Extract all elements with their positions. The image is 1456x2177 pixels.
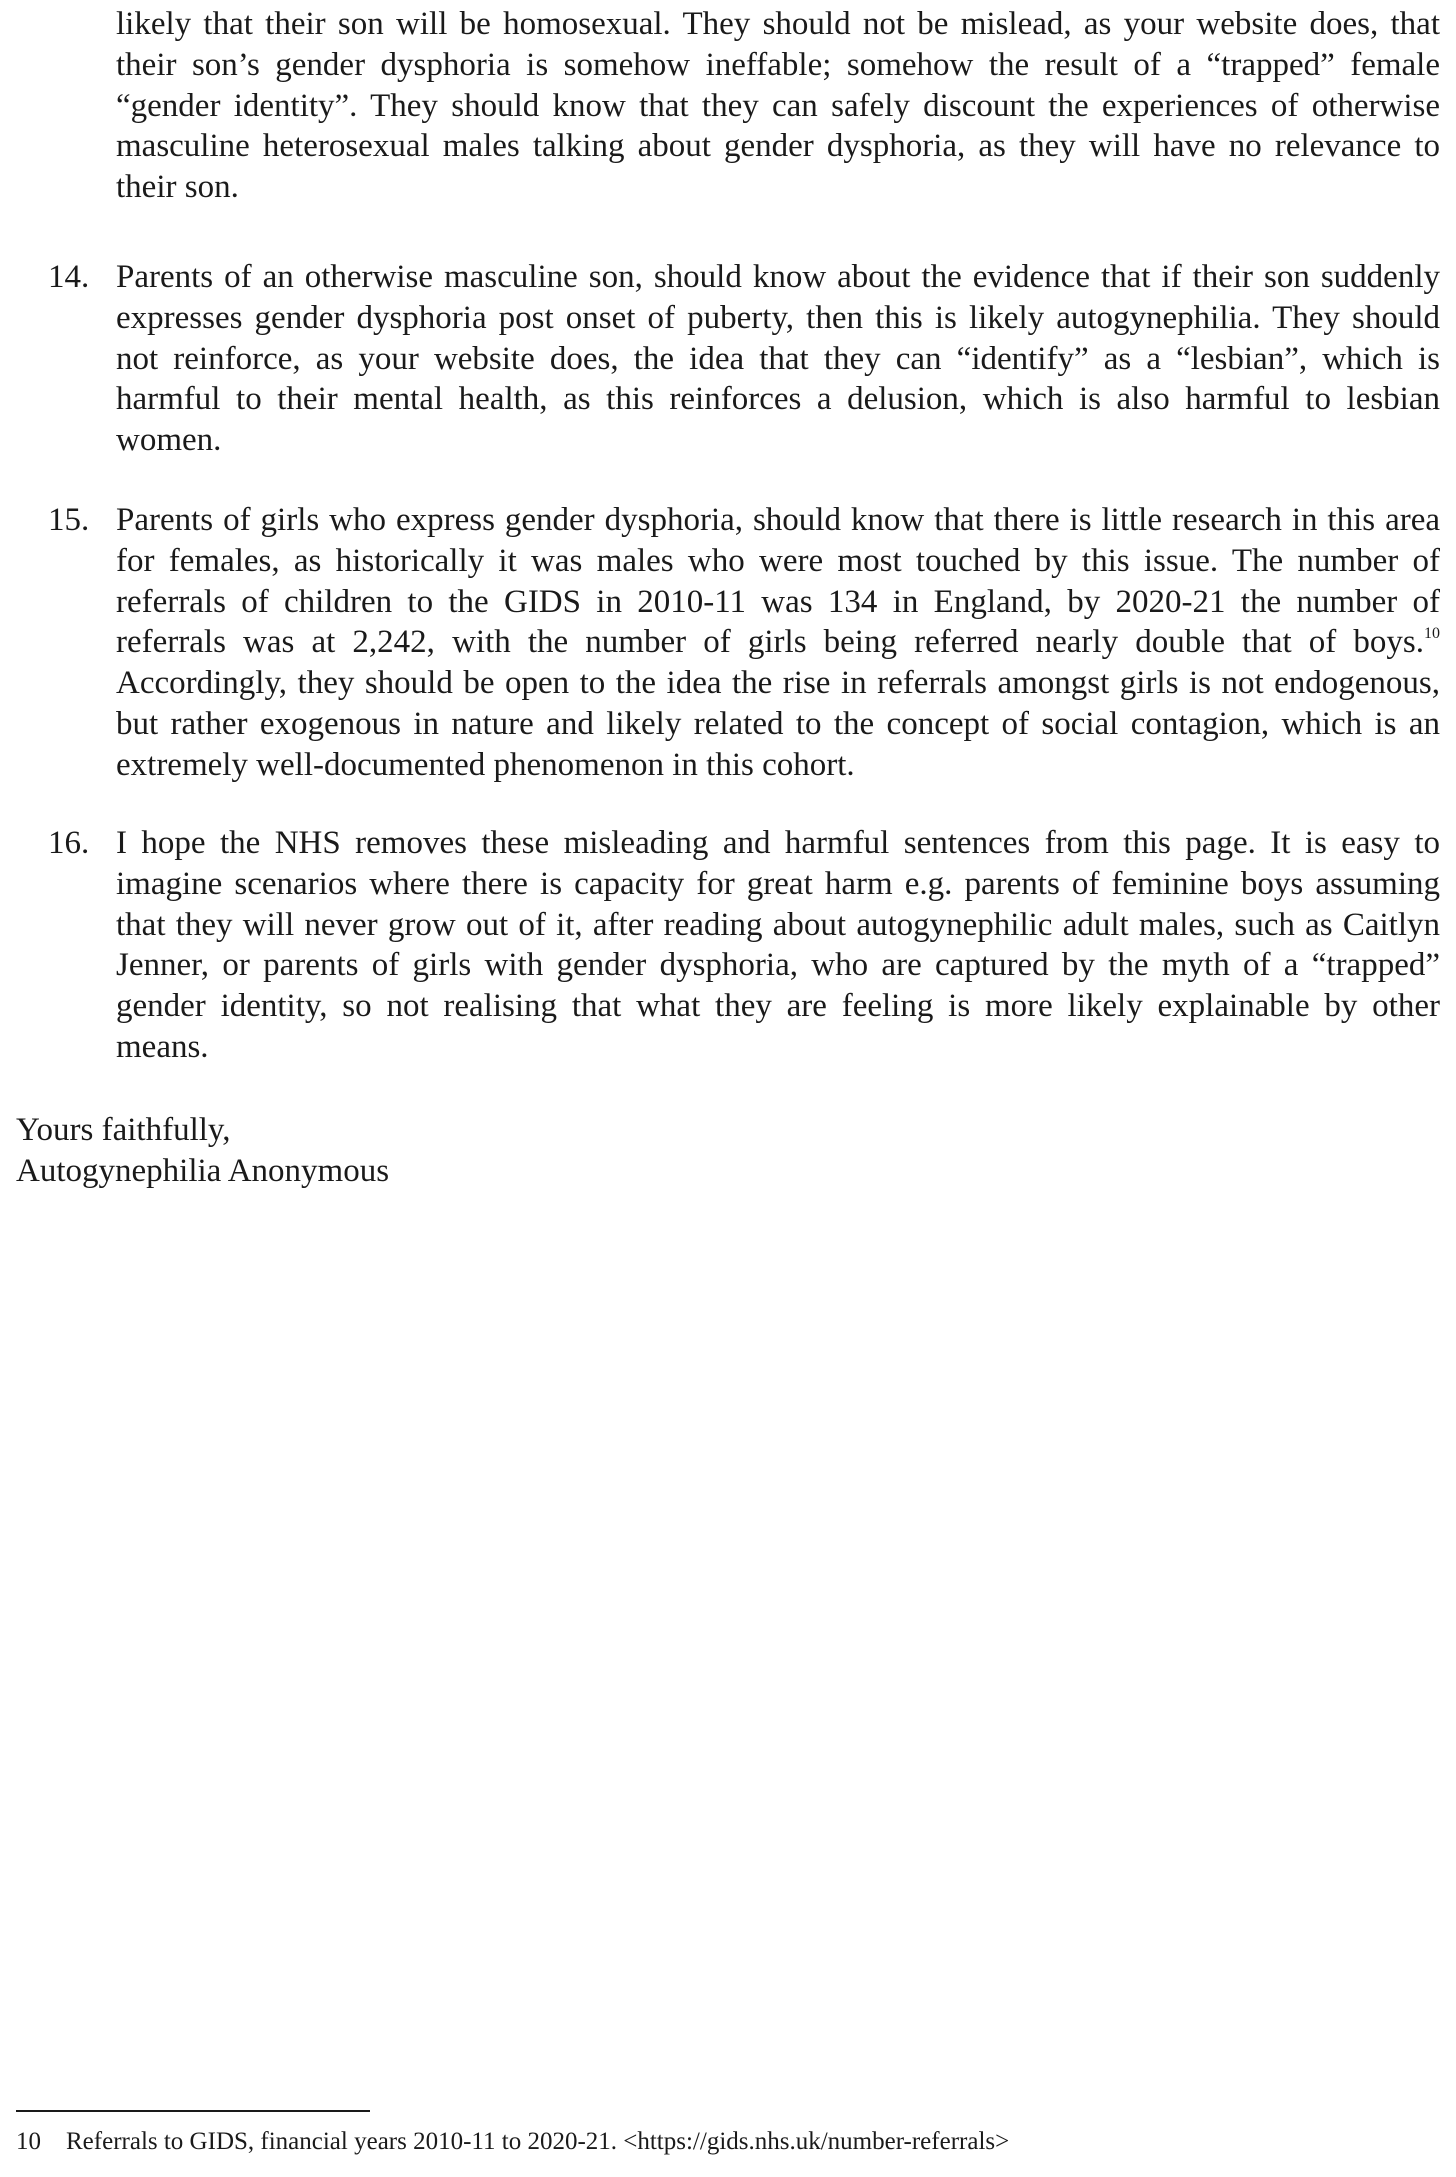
item-text-part: Accordingly, they should be open to the idea the rise in referrals amongst girls is not endogenous, but rather exogenous in nature and likely related to the concept of social contagion, which is an extremely well-documented phenomenon in this cohort.	[116, 665, 1440, 783]
item-number: 16.	[48, 825, 90, 861]
footnote	[16, 2126, 1009, 2158]
item-number: 15.	[48, 502, 90, 538]
item-text: I hope the NHS removes these misleading and harmful sentences from this page. It is easy to imagine scenarios where there is capacity for great harm e.g. parents of feminine boys assuming that they will never grow out of it, after reading about autogynephilic adult males, such as Caitlyn Jenner, or parents of girls with gender dysphoria, who are captured by the myth of a “trapped” gender identity, so not realising that what they are feeling is more likely explainable by other means.	[116, 825, 1440, 1065]
continuation-paragraph: likely that their son will be homosexual. They should not be mislead, as your website does, that their son’s gender dysphoria is somehow ineffable; somehow the result of a “trapped” female “gender identity”. They should know that they can safely discount the experiences of otherwise masculine heterosexual males talking about gender dysphoria, as they will have no relevance to their son.	[116, 6, 1440, 206]
closing-signature: Autogynephilia Anonymous	[16, 1153, 390, 1189]
closing-salutation: Yours faithfully,	[16, 1112, 231, 1148]
item-text: Parents of an otherwise masculine son, should know about the evidence that if their son suddenly expresses gender dysphoria post onset of puberty, then this is likely autogynephilia. They should not reinforce, as your website does, the idea that they can “identify” as a “lesbian”, which is harmful to their mental health, as this reinforces a delusion, which is also harmful to lesbian women.	[116, 259, 1440, 459]
footnote-divider	[16, 2110, 370, 2112]
footnote-reference: 10	[1424, 625, 1440, 643]
item-number: 14.	[48, 259, 90, 295]
item-text-part: Parents of girls who express gender dysphoria, should know that there is little research in this area for females, as historically it was males who were most touched by this issue. The number of referrals of children to the GIDS in 2010-11 was 134 in England, by 2020-21 the number of referrals was at 2,242, with the number of girls being referred nearly double that of boys.	[116, 502, 1440, 661]
footnote-text: Referrals to GIDS, financial years 2010-11 to 2020-21. <https://gids.nhs.uk/number-referrals>	[66, 2128, 1010, 2155]
footnote-number: 10	[16, 2128, 41, 2155]
item-text	[116, 500, 1440, 786]
